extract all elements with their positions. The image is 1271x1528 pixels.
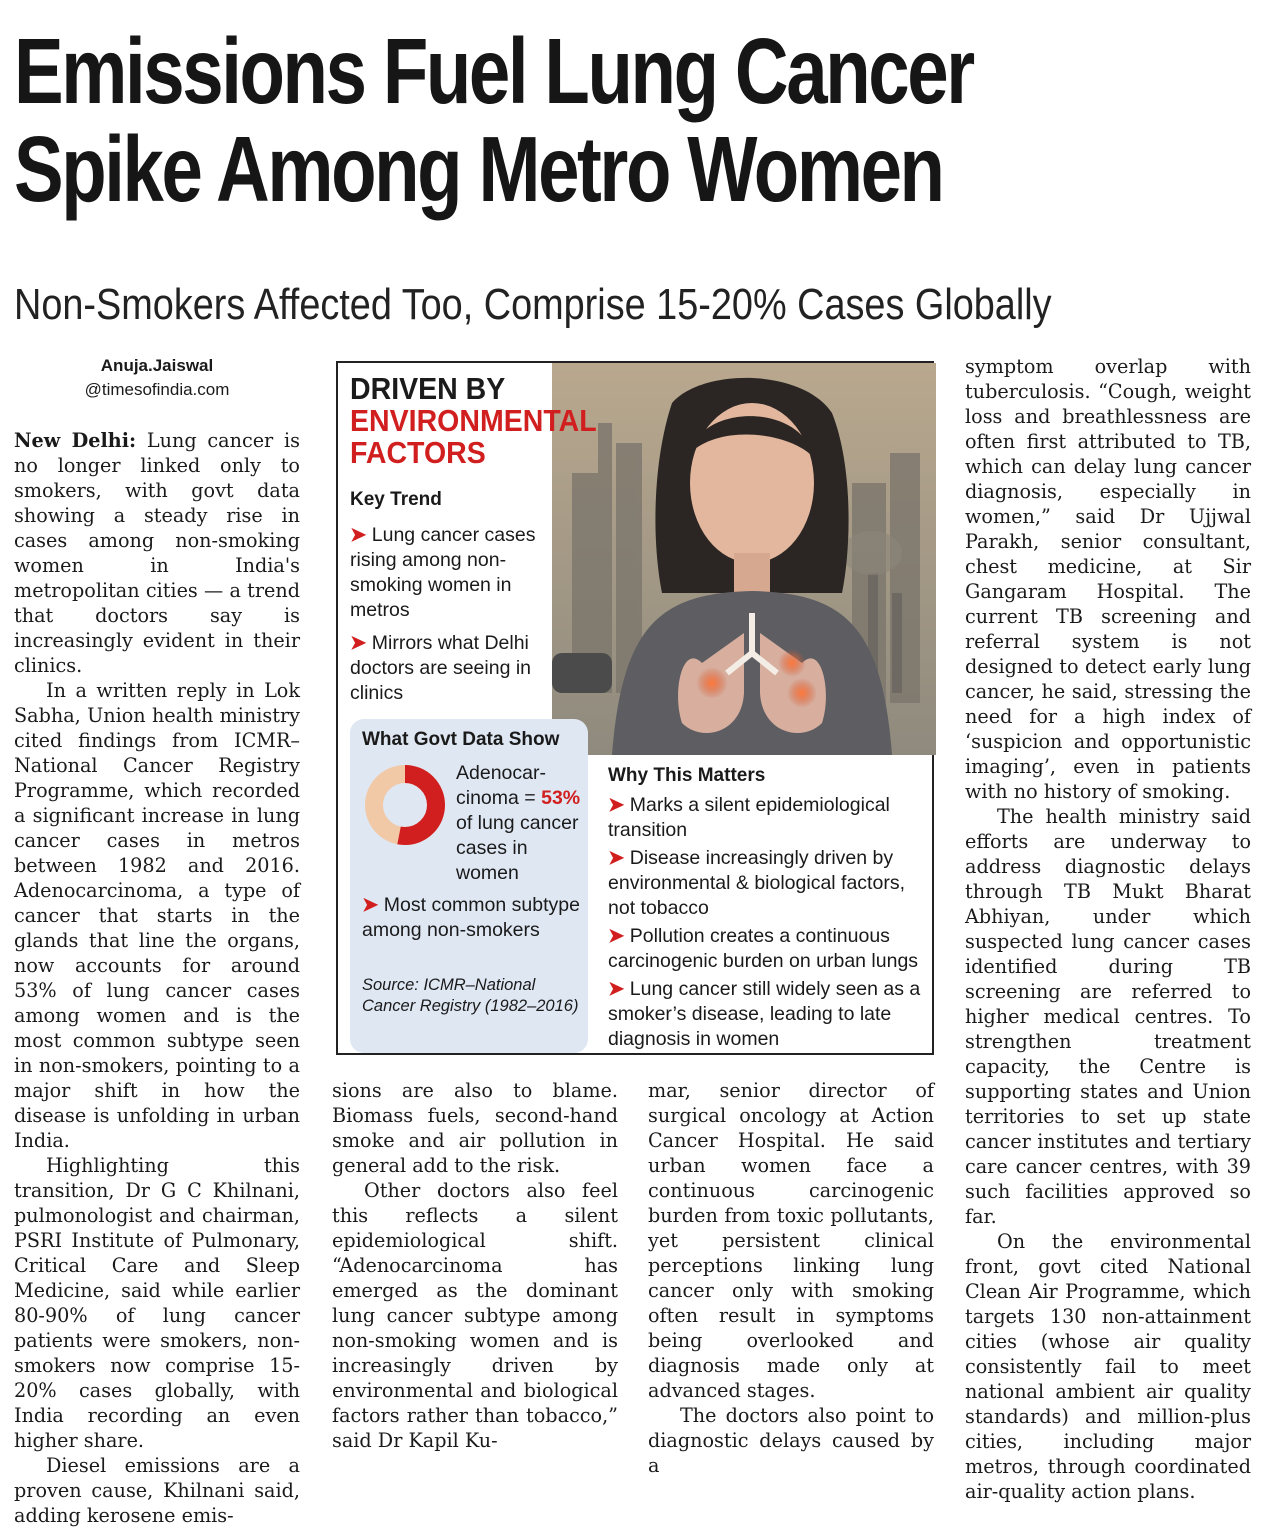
list-item-text: Mirrors what Delhi doctors are seeing in clinics (350, 632, 532, 704)
byline-name: Anuja.Jaiswal (100, 356, 214, 375)
arrow-icon: ➤ (350, 524, 367, 546)
list-item-text: Pollution creates a continuous carcinogenic burden on urban lungs (608, 925, 919, 972)
list-item (608, 977, 928, 1052)
arrow-icon: ➤ (608, 794, 625, 816)
paragraph-text: Lung cancer is no longer linked only to smokers, with govt data showing a steady rise in cases among non-smoking women in India's metropolitan cities — a trend that doctors say is increasingly evident in their clinics. (14, 429, 300, 677)
byline (14, 354, 300, 402)
subtype-note (362, 893, 580, 943)
title-line-3: FACTORS (350, 435, 486, 470)
govt-data-heading: What Govt Data Show (362, 729, 560, 750)
title-line-1: DRIVEN BY (350, 371, 506, 406)
arrow-icon: ➤ (350, 632, 367, 654)
article-column-3 (648, 1078, 934, 1478)
paragraph (14, 428, 300, 678)
paragraph: symptom overlap with tuberculosis. “Cough, weight loss and breathlessness are often first attributed to TB, which can delay lung cancer diagnosis, especially in women,” said Dr Ujjwal Parakh, senior consultant, chest medicine, at Sir Gangaram Hospital. The current TB screening and referral system is not designed to detect early lung cancer, he said, stressing the need for a high index of ‘suspicion and opportunistic imaging’, even in patients with no history of smoking. (965, 355, 1251, 803)
list-item-text: Lung cancer cases rising among non-smoking women in metros (350, 524, 536, 621)
paragraph: The doctors also point to diagnostic delays caused by a (648, 1404, 934, 1477)
key-trend-heading: Key Trend (350, 489, 442, 510)
article-column-2 (332, 1078, 618, 1453)
list-item (608, 924, 928, 974)
list-item-text: Lung cancer still widely seen as a smoker’s disease, leading to late diagnosis in women (608, 978, 921, 1050)
key-trend-list (350, 523, 550, 714)
article-column-1 (14, 428, 300, 1528)
donut-percent: 53% (541, 787, 581, 809)
title-line-2: ENVIRONMENTAL (350, 403, 597, 438)
donut-label (456, 761, 584, 886)
arrow-icon: ➤ (608, 847, 625, 869)
paragraph: In a written reply in Lok Sabha, Union health ministry cited findings from ICMR–National Cancer Registry Programme, which recorded a significant increase in lung cancer cases in metros between 1982 and 2016. Adenocarcinoma, a type of cancer that starts in the glands that line the organs, now accounts for around 53% of lung cancer cases among women and is the most common subtype seen in non-smokers, pointing to a major shift in how the disease is unfolding in urban India. (14, 679, 300, 1152)
paragraph: Highlighting this transition, Dr G C Khilnani, pulmonologist and chairman, PSRI Institute of Pulmonary, Critical Care and Sleep Medicine, said while earlier 80-90% of lung cancer patients were smokers, non-smokers now comprise 15-20% cases globally, with India recording an even higher share. (14, 1154, 300, 1452)
paragraph: Other doctors also feel this reflects a silent epidemiological shift. “Adenocarcinoma has emerged as the dominant lung cancer subtype among non-smoking women and is increasingly driven by environmental and biological factors rather than tobacco,” said Dr Kapil Ku- (332, 1179, 618, 1452)
paragraph: mar, senior director of surgical oncology at Action Cancer Hospital. He said urban women face a continuous carcinogenic burden from toxic pollutants, yet persistent clinical perceptions linking lung cancer only with smoking often result in symptoms being overlooked and diagnosis made only at advanced stages. (648, 1079, 934, 1402)
govt-data-panel (350, 719, 588, 1053)
arrow-icon: ➤ (608, 925, 625, 947)
infographic-title (350, 373, 597, 469)
byline-source: @timesofindia.com (84, 380, 230, 399)
list-item (608, 793, 928, 843)
donut-label-text: Adenocar-cinoma = (456, 762, 546, 809)
source-note: Source: ICMR–National Cancer Registry (1982–2016) (362, 976, 579, 1015)
infographic-box (336, 361, 934, 1055)
paragraph: On the environmental front, govt cited National Clean Air Programme, which targets 130 non-attainment cities (whose air quality consistently fail to meet national ambient air quality standards) and million-plus cities, including major metros, through coordinated air-quality action plans. (965, 1230, 1251, 1503)
list-item (608, 846, 928, 921)
list-item (350, 523, 550, 623)
why-this-matters-list (608, 793, 928, 1055)
paragraph: The health ministry said efforts are underway to address diagnostic delays through TB Mukt Bharat Abhiyan, under which suspected lung cancer cases identified during TB screening are referred to higher medical centres. To strengthen treatment capacity, the Centre is supporting states and Union territories to set up state cancer institutes and tertiary care cancer centres, with 39 such facilities approved so far. (965, 805, 1251, 1228)
illustration-image (552, 363, 936, 755)
headline-line-2: Spike Among Metro Women (14, 117, 943, 221)
arrow-icon: ➤ (362, 894, 379, 916)
dateline: New Delhi: (14, 429, 137, 452)
list-item-text: Disease increasingly driven by environmental & biological factors, not tobacco (608, 847, 905, 919)
list-item-text: Marks a silent epidemiological transition (608, 794, 890, 841)
article-column-4 (965, 354, 1251, 1504)
why-this-matters-heading: Why This Matters (608, 765, 766, 786)
headline-line-1: Emissions Fuel Lung Cancer (14, 19, 973, 123)
list-item (350, 631, 550, 706)
headline (14, 19, 1259, 221)
donut-label-text: of lung cancer cases in women (456, 812, 579, 884)
arrow-icon: ➤ (608, 978, 625, 1000)
paragraph: sions are also to blame. Biomass fuels, second-hand smoke and air pollution in general add to the risk. (332, 1079, 618, 1177)
subheadline: Non-Smokers Affected Too, Comprise 15-20% Cases Globally (14, 280, 1052, 329)
paragraph: Diesel emissions are a proven cause, Khilnani said, adding kerosene emis- (14, 1454, 300, 1527)
woman-lungs-illustration (552, 363, 936, 755)
donut-chart (363, 763, 447, 847)
subtype-note-text: Most common subtype among non-smokers (362, 894, 580, 941)
